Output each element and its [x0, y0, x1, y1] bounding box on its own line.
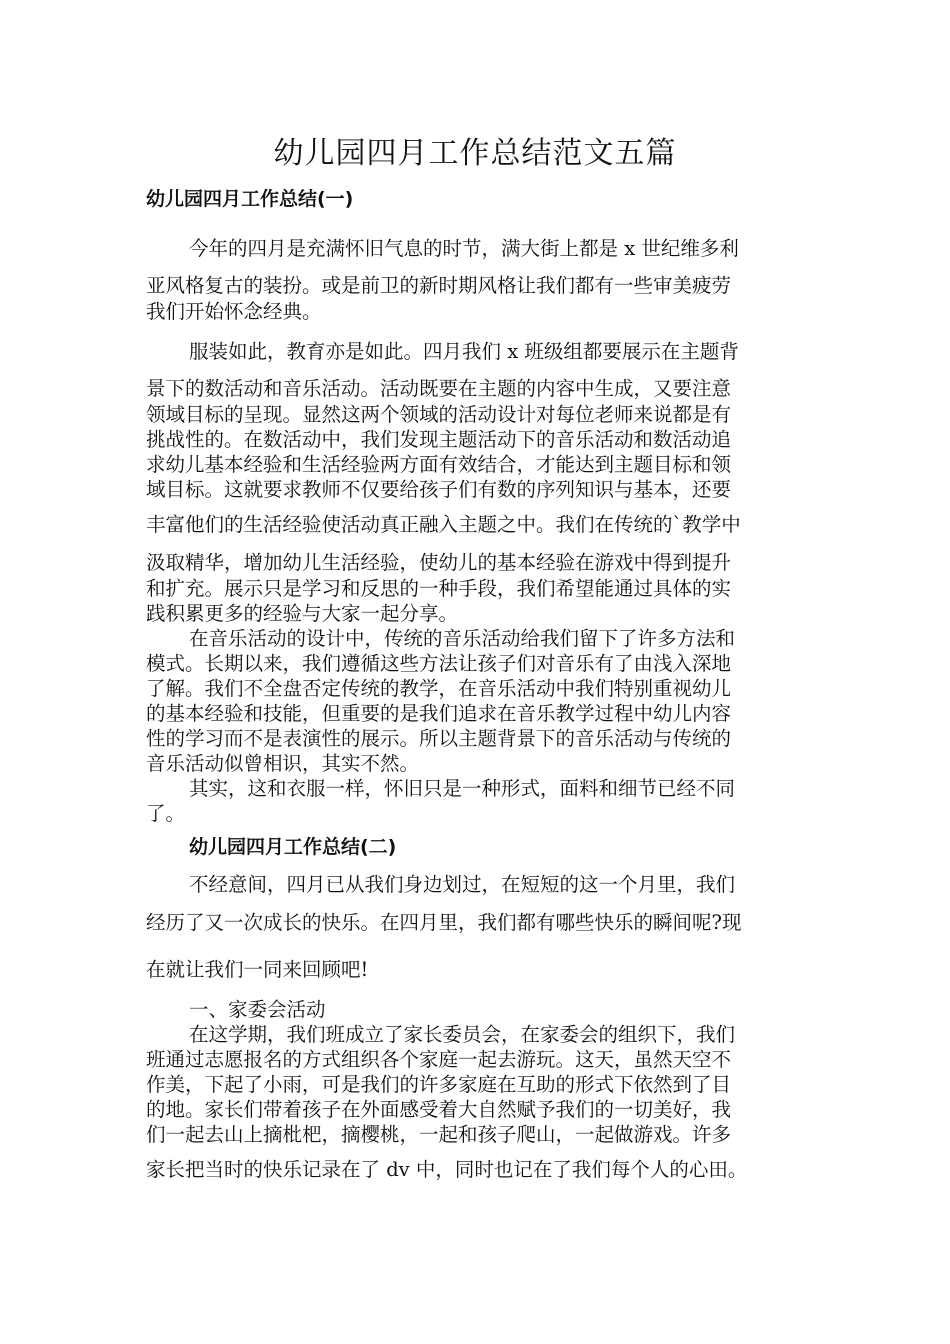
body-line: 景下的数活动和音乐活动。活动既要在主题的内容中生成，又要注意: [146, 377, 732, 400]
body-line: 经历了又一次成长的快乐。在四月里，我们都有哪些快乐的瞬间呢?现: [146, 911, 742, 934]
list-heading: 一、家委会活动: [189, 998, 326, 1021]
body-line: 家长把当时的快乐记录在了 dv 中，同时也记在了我们每个人的心田。: [146, 1158, 748, 1181]
section-heading-2: 幼儿园四月工作总结(二): [189, 836, 397, 858]
body-line: 在这学期，我们班成立了家长委员会，在家委会的组织下，我们: [189, 1023, 736, 1046]
body-line: 了。: [146, 802, 186, 825]
body-line: 不经意间，四月已从我们身边划过，在短短的这一个月里，我们: [189, 873, 736, 896]
document-title: 幼儿园四月工作总结范文五篇: [273, 136, 677, 171]
body-line: 们一起去山上摘枇杷，摘樱桃，一起和孩子爬山，一起做游戏。许多: [146, 1123, 732, 1146]
body-line: 域目标。这就要求教师不仅要给孩子们有数的序列知识与基本，还要: [146, 478, 732, 501]
body-line: 和扩充。展示只是学习和反思的一种手段，我们希望能通过具体的实: [146, 577, 732, 600]
body-line: 的基本经验和技能，但重要的是我们追求在音乐教学过程中幼儿内容: [146, 702, 732, 725]
body-line: 亚风格复古的装扮。或是前卫的新时期风格让我们都有一些审美疲劳: [146, 274, 732, 297]
body-line: 音乐活动似曾相识，其实不然。: [146, 752, 420, 775]
body-line: 服装如此，教育亦是如此。四月我们 x 班级组都要展示在主题背: [189, 340, 739, 363]
body-line: 汲取精华，增加幼儿生活经验，使幼儿的基本经验在游戏中得到提升: [146, 551, 732, 574]
body-line: 求幼儿基本经验和生活经验两方面有效结合，才能达到主题目标和领: [146, 453, 732, 476]
body-line: 的地。家长们带着孩子在外面感受着大自然赋予我们的一切美好，我: [146, 1098, 732, 1121]
body-line: 其实，这和衣服一样，怀旧只是一种形式，面料和细节已经不同: [189, 777, 736, 800]
body-line: 丰富他们的生活经验使活动真正融入主题之中。我们在传统的`教学中: [146, 513, 741, 536]
body-line: 性的学习而不是表演性的展示。所以主题背景下的音乐活动与传统的: [146, 727, 732, 750]
body-line: 班通过志愿报名的方式组织各个家庭一起去游玩。这天，虽然天空不: [146, 1048, 732, 1071]
body-line: 了解。我们不全盘否定传统的教学，在音乐活动中我们特别重视幼儿: [146, 677, 732, 700]
body-line: 领域目标的呈现。显然这两个领域的活动设计对每位老师来说都是有: [146, 403, 732, 426]
body-line: 在音乐活动的设计中，传统的音乐活动给我们留下了许多方法和: [189, 627, 736, 650]
body-line: 模式。长期以来，我们遵循这些方法让孩子们对音乐有了由浅入深地: [146, 652, 732, 675]
body-line: 践积累更多的经验与大家一起分享。: [146, 602, 459, 625]
section-heading-1: 幼儿园四月工作总结(一): [146, 188, 354, 210]
body-line: 作美，下起了小雨，可是我们的许多家庭在互助的形式下依然到了目: [146, 1073, 732, 1096]
body-line: 挑战性的。在数活动中，我们发现主题活动下的音乐活动和数活动追: [146, 428, 732, 451]
body-line: 今年的四月是充满怀旧气息的时节，满大街上都是 x 世纪维多利: [189, 237, 739, 260]
body-line: 我们开始怀念经典。: [146, 300, 322, 323]
body-line: 在就让我们一同来回顾吧!: [146, 958, 369, 981]
